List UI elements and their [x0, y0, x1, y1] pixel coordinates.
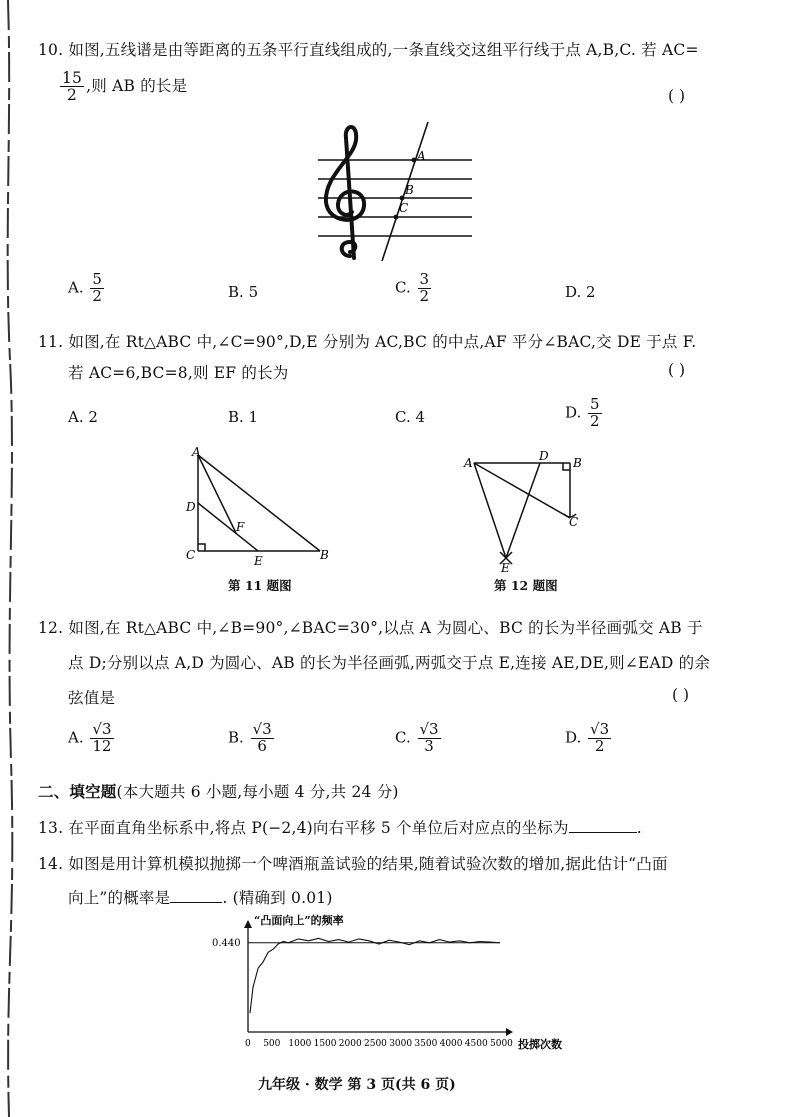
q12-option-a: A. $\frac{√3}{12}$	[68, 720, 112, 755]
segment-de	[198, 503, 258, 551]
q11-line1: 11. 如图,在 Rt△ABC 中,∠C=90°,D,E 分别为 AC,BC 的中点,AF 平分∠BAC,交 DE 于点 F.	[38, 333, 697, 351]
label-a: A	[417, 149, 426, 163]
x-tick-label: 0	[245, 1039, 251, 1049]
q11-label-a: A	[192, 445, 201, 459]
q10-answer-paren: ( )	[668, 87, 686, 105]
q10-option-c: C. $\frac{3}{2}$	[395, 270, 430, 305]
q12-label-a: A	[464, 456, 473, 470]
x-tick-label: 2000	[338, 1039, 362, 1049]
q13-line: 13. 在平面直角坐标系中,将点 P(−2,4)向右平移 5 个单位后对应点的坐标为 .	[38, 819, 642, 837]
right-angle-mark	[198, 544, 205, 551]
q11-triangle-figure	[180, 445, 340, 570]
segment-af	[198, 455, 236, 533]
q11-answer-paren: ( )	[668, 361, 686, 379]
x-tick-label: 500	[263, 1039, 281, 1049]
q11-label-f: F	[236, 520, 245, 534]
q11-line2: 若 AC=6,BC=8,则 EF 的长为	[68, 364, 289, 382]
q12-line3: 弦值是	[68, 689, 116, 707]
side-ac	[474, 463, 570, 518]
segment-ae	[474, 463, 506, 558]
treble-clef-icon	[326, 127, 364, 258]
q13-answer-blank[interactable]	[569, 818, 637, 833]
right-angle-mark	[563, 463, 570, 470]
chart-title: “凸面向上”的频率	[254, 914, 344, 927]
x-tick-label: 5000	[490, 1039, 513, 1049]
point-a	[412, 158, 417, 163]
q11-label-c: C	[186, 548, 196, 562]
q11-option-a: A. 2	[68, 408, 98, 426]
x-tick-label: 4500	[464, 1039, 488, 1049]
x-tick-label: 1000	[288, 1039, 312, 1049]
x-tick-label: 3000	[389, 1039, 413, 1049]
q12-option-c: C. $\frac{√3}{3}$	[395, 720, 439, 755]
x-axis-arrow	[506, 1028, 513, 1036]
q12-answer-paren: ( )	[672, 686, 690, 704]
q12-label-d: D	[539, 449, 549, 463]
q11-option-d: D. $\frac{5}{2}$	[565, 395, 600, 430]
q12-label-e: E	[501, 561, 510, 573]
q14-line1: 14. 如图是用计算机模拟抛掷一个啤酒瓶盖试验的结果,随着试验次数的增加,据此估计“凸面	[38, 855, 668, 873]
frequency-series-line	[250, 938, 500, 1013]
y-axis-arrow	[244, 920, 252, 928]
x-tick-label: 2500	[364, 1039, 387, 1049]
x-tick-label: 1500	[313, 1039, 337, 1049]
q10-option-a: A. $\frac{5}{2}$	[68, 270, 102, 305]
q10-line1: 10. 如图,五线谱是由等距离的五条平行直线组成的,一条直线交这组平行线于点 A,B,C. 若 AC=	[38, 41, 699, 59]
q11-option-c: C. 4	[395, 408, 426, 426]
x-axis-label: 投掷次数	[518, 1038, 562, 1051]
q10-ac-fraction: $\frac{15}{2}$	[62, 69, 83, 105]
q12-line1: 12. 如图,在 Rt△ABC 中,∠B=90°,∠BAC=30°,以点 A 为圆心、BC 的长为半径画弧交 AB 于	[38, 619, 703, 637]
q10-staff-figure	[310, 118, 490, 263]
q10-line2: $\frac{15}{2}$ ,则 AB 的长是	[62, 69, 188, 105]
side-ab	[198, 455, 320, 551]
q12-triangle-figure	[460, 448, 590, 573]
label-b: B	[405, 183, 414, 197]
q11-option-b: B. 1	[228, 408, 259, 426]
point-b	[400, 196, 405, 201]
q12-option-b: B. $\frac{√3}{6}$	[228, 720, 272, 755]
q12-line2: 点 D;分别以点 A,D 为圆心、AB 的长为半径画弧,两弧交于点 E,连接 AE,DE,则∠EAD 的余	[68, 654, 711, 672]
q12-option-d: D. $\frac{√3}{2}$	[565, 720, 610, 755]
q11-label-d: D	[186, 500, 196, 514]
q14-answer-blank[interactable]	[170, 888, 222, 903]
q10-option-b: B. 5	[228, 283, 259, 301]
q11-figure-caption: 第 11 题图	[228, 578, 292, 593]
q11-label-b: B	[320, 548, 329, 562]
section2-heading: 二、填空题(本大题共 6 小题,每小题 4 分,共 24 分)	[38, 782, 399, 801]
q11-label-e: E	[254, 554, 263, 568]
label-c: C	[399, 201, 409, 215]
q14-line2: 向上”的概率是 . (精确到 0.01)	[68, 889, 333, 907]
x-tick-label: 4000	[439, 1039, 463, 1049]
q10-option-d: D. 2	[565, 283, 596, 301]
scan-edge	[0, 0, 30, 1117]
q12-label-b: B	[573, 456, 582, 470]
q12-figure-caption: 第 12 题图	[494, 578, 558, 593]
y-tick-label: 0.440	[212, 937, 241, 949]
x-tick-label: 3500	[414, 1039, 438, 1049]
segment-de	[506, 463, 540, 558]
frequency-chart	[210, 910, 600, 1060]
q12-label-c: C	[569, 515, 579, 529]
page-footer: 九年级 · 数学 第 3 页(共 6 页)	[258, 1077, 456, 1093]
point-c	[394, 215, 399, 220]
